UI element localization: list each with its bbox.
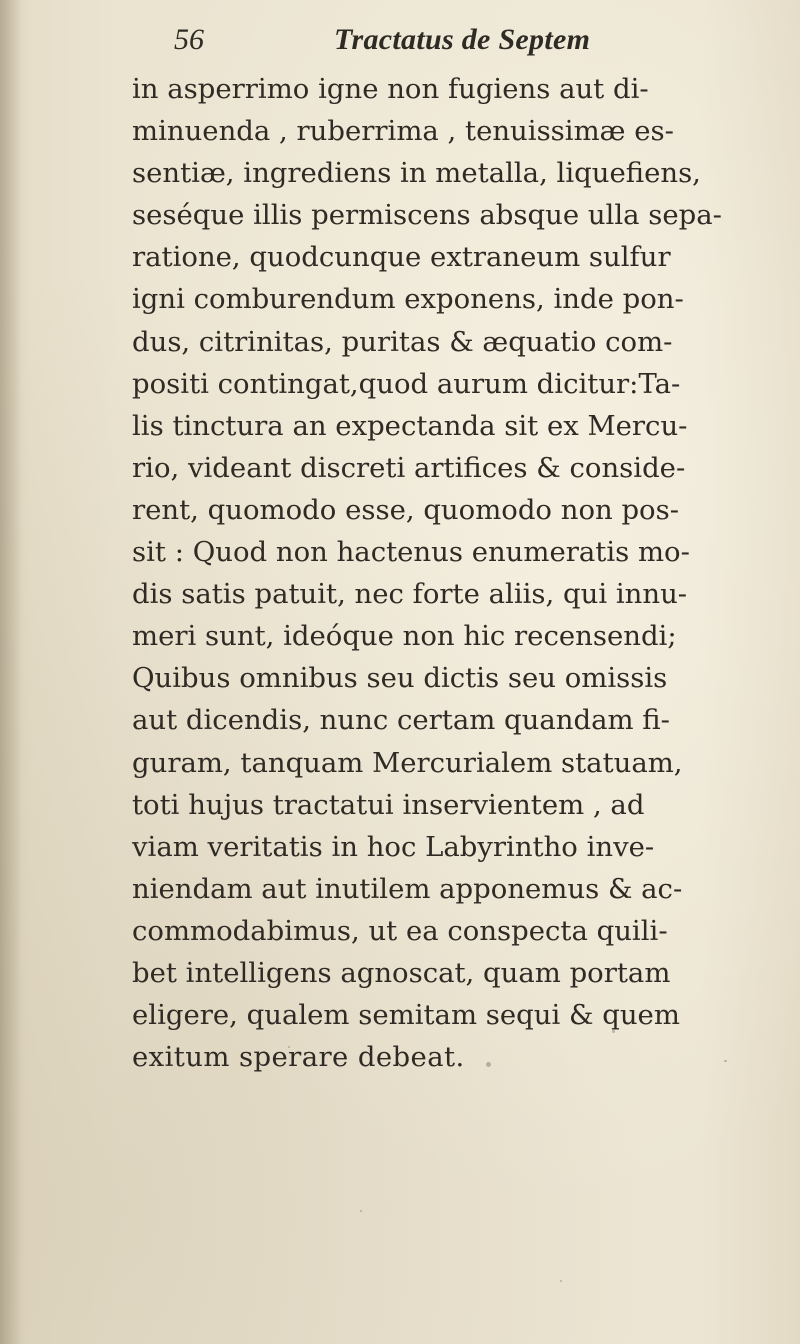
running-title: Tractatus de Septem [334,23,591,56]
text-line: minuenda , ruberrima , tenuissimæ es- [132,115,674,148]
text-line: sentiæ, ingrediens in metalla, liquefiens, [132,157,701,190]
text-line: eligere, qualem semitam sequi & quem [132,999,680,1032]
text-line: Quibus omnibus seu dictis seu omissis [132,662,668,695]
text-line: meri sunt, ideóque non hic recensendi; [132,620,677,653]
text-line: seséque illis permiscens absque ulla sepa- [132,199,722,232]
text-line: toti hujus tractatui inservientem , ad [132,788,645,821]
text-line: commodabimus, ut ea conspecta quili- [132,914,668,947]
text-line: ratione, quodcunque extraneum sulfur [132,241,671,274]
text-line: rent, quomodo esse, quomodo non pos- [132,493,680,526]
text-line: viam veritatis in hoc Labyrintho inve- [132,830,655,863]
text-line: niendam aut inutilem apponemus & ac- [132,872,683,905]
text-line: aut dicendis, nunc certam quandam fi- [132,704,670,737]
text-line: bet intelligens agnoscat, quam portam [132,956,671,989]
text-line: lis tinctura an expectanda sit ex Mercu- [132,409,688,442]
text-line: positi contingat,quod aurum dicitur:Ta- [132,367,681,400]
page-header [174,18,694,62]
text-line: guram, tanquam Mercurialem statuam, [132,746,683,779]
text-line: dis satis patuit, nec forte aliis, qui innu- [132,578,688,611]
gutter-shadow [0,0,22,1344]
text-line: exitum sperare debeat. [132,1041,465,1074]
text-line: rio, videant discreti artifices & conside- [132,451,686,484]
text-line: igni comburendum exponens, inde pon- [132,283,684,316]
body-text [132,68,772,1078]
text-line: in asperrimo igne non fugiens aut di- [132,73,649,105]
page-number: 56 [174,23,204,56]
text-line: sit : Quod non hactenus enumeratis mo- [132,536,690,569]
text-line: dus, citrinitas, puritas & æquatio com- [132,325,673,358]
